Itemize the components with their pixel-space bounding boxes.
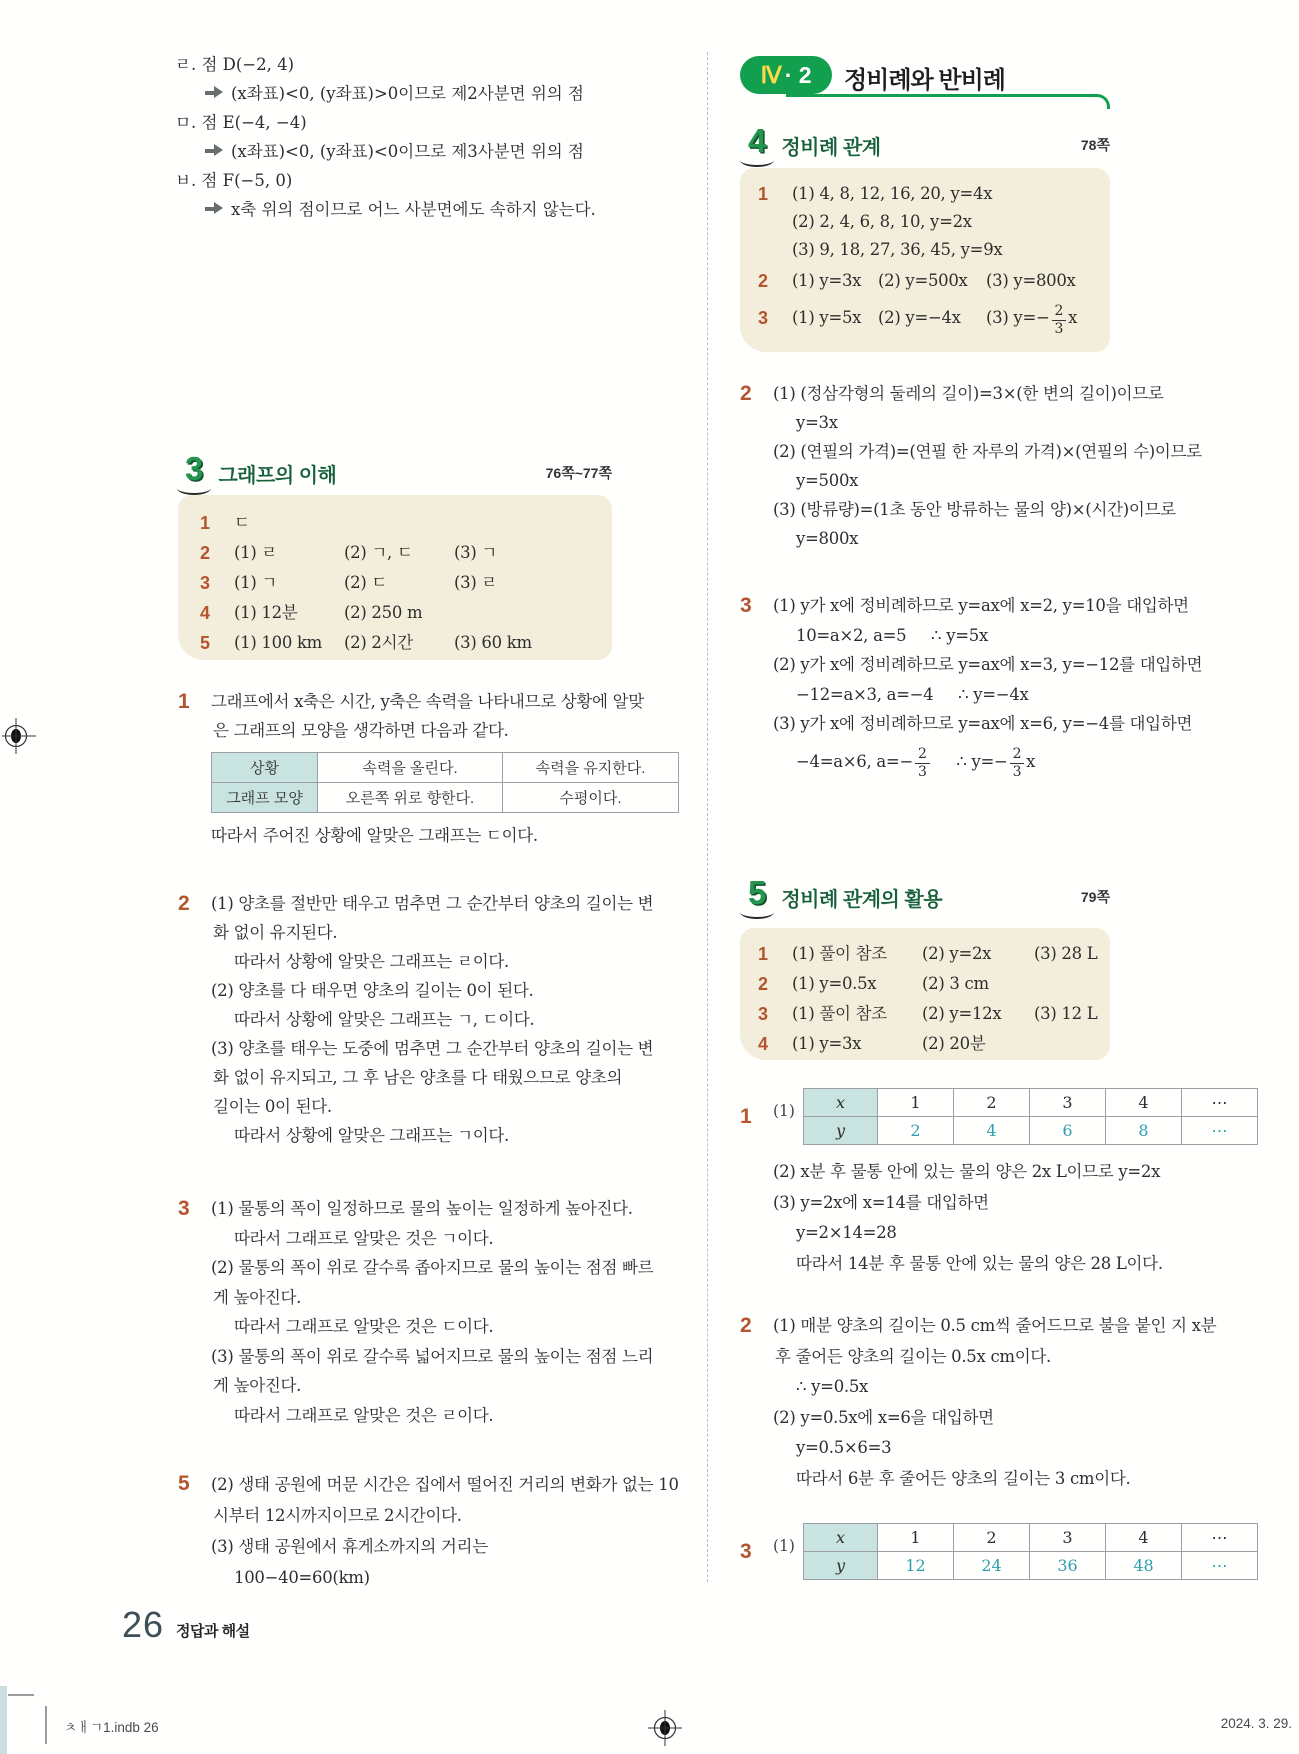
answer-box-proportion [740, 168, 1110, 352]
explanation-5-left [178, 1469, 679, 1593]
answer-number: 4 [758, 1034, 769, 1054]
answer-row [200, 538, 612, 568]
answer-number: 3 [758, 1004, 769, 1024]
item-label: ㄹ. [175, 55, 197, 74]
table-cell: 3 [1030, 1524, 1106, 1552]
answer-row [200, 508, 612, 538]
equation-line: 10=a×2, a=5 ∴ y=5x [796, 625, 988, 645]
text-line: 100−40=60(km) [234, 1568, 370, 1587]
table-cell: ⋯ [1182, 1524, 1258, 1552]
answer-number: 5 [200, 633, 211, 653]
table-cell: 1 [878, 1089, 954, 1117]
answer-box-graph [178, 495, 612, 660]
answer-number: 1 [758, 944, 769, 964]
fraction-numerator: 2 [1054, 302, 1064, 319]
section-title: 그래프의 이해 [218, 465, 337, 487]
section-head-proportion [748, 124, 1110, 160]
text-line: (3) y=2x에 x=14를 대입하면 [773, 1192, 989, 1212]
explanation-number: 3 [178, 1197, 190, 1220]
table-cell: 1 [878, 1524, 954, 1552]
list-item-note [205, 195, 645, 224]
text-line: 은 그래프의 모양을 생각하면 다음과 같다. [213, 721, 509, 740]
fraction-denominator: 3 [915, 763, 930, 781]
text-line: 시부터 12시까지이므로 2시간이다. [213, 1506, 462, 1525]
list-item-note [205, 79, 645, 108]
answer-number: 2 [758, 271, 769, 291]
equation-segment: x [1026, 752, 1036, 771]
chapter-badge [740, 56, 832, 94]
fraction [1010, 746, 1025, 781]
answer-cell: (2) y=500x [878, 271, 968, 290]
list-item-head [175, 50, 645, 79]
table-header-cell: x [804, 1524, 878, 1552]
explanation-number: 3 [740, 594, 752, 617]
table-cell: 오른쪽 위로 향한다. [318, 783, 503, 813]
answer-cell: (2) y=12x [922, 1004, 1002, 1023]
fraction-numerator: 2 [918, 746, 927, 763]
explanation-number: 5 [178, 1472, 190, 1495]
equation-line: y=3x [796, 413, 838, 432]
text-line: (2) (연필의 가격)=(연필 한 자루의 가격)×(연필의 수)이므로 [773, 442, 1202, 461]
answer-cell: (2) 2, 4, 6, 8, 10, y=2x [792, 212, 972, 231]
text-line: 따라서 그래프로 알맞은 것은 ㄹ이다. [234, 1405, 494, 1425]
explanation-3-left [178, 1194, 654, 1430]
answer-cell: (2) 250 m [344, 603, 423, 622]
table-cell: 3 [1030, 1089, 1106, 1117]
text-line: (1) 양초를 절반만 태우고 멈추면 그 순간부터 양초의 길이는 변 [211, 894, 654, 913]
answer-cell: ㄷ [234, 513, 250, 532]
table-cell: ⋯ [1182, 1117, 1258, 1145]
answer-cell: (1) 4, 8, 12, 16, 20, y=4x [792, 184, 993, 203]
text-line: (1) (정삼각형의 둘레의 길이)=3×(한 변의 길이)이므로 [773, 384, 1164, 403]
column-divider [707, 52, 708, 1582]
answer-cell: (1) y=0.5x [792, 974, 877, 993]
equation-segment: (3) y=− [986, 308, 1050, 327]
chapter-number: · 2 [784, 61, 812, 88]
text-line: (2) 양초를 다 태우면 양초의 길이는 0이 된다. [211, 981, 534, 1000]
table-header-cell: y [804, 1552, 878, 1580]
page-number: 26 [122, 1604, 165, 1645]
table-cell: 2 [878, 1117, 954, 1145]
right-arrow-icon [205, 86, 224, 99]
answer-row [758, 180, 1110, 264]
answer-cell: (1) ㄱ [234, 573, 278, 592]
answer-number: 3 [200, 573, 211, 593]
situation-shape-table [211, 752, 679, 813]
table-cell: 속력을 유지한다. [503, 753, 679, 783]
section-number-icon: 4 [748, 122, 767, 159]
text-line: (3) 물통의 폭이 위로 갈수록 넓어지므로 물의 높이는 점점 느리 [211, 1346, 654, 1366]
table-cell: 2 [954, 1089, 1030, 1117]
section-number-icon: 5 [748, 874, 767, 911]
explanation-2b-right [740, 1311, 1217, 1494]
equation-segment: x [1068, 308, 1078, 327]
equation-line-fraction [796, 739, 1202, 785]
section-head-graph [185, 452, 612, 488]
table-cell: 48 [1106, 1552, 1182, 1580]
answer-cell: (2) ㄷ [344, 573, 388, 592]
explanation-1-right [740, 1088, 1258, 1279]
text-line: (2) 생태 공원에 머문 시간은 집에서 떨어진 거리의 변화가 없는 10 [211, 1475, 679, 1494]
text-line: 따라서 14분 후 물통 안에 있는 물의 양은 28 L이다. [796, 1253, 1163, 1273]
answer-cell: (2) y=−4x [878, 308, 961, 327]
item-tag: (1) [773, 1537, 795, 1555]
item-label: ㅁ. [175, 113, 197, 132]
answer-cell: (1) 100 km [234, 633, 322, 652]
point-quadrant-list [175, 50, 645, 224]
page-edge-mark [0, 1686, 7, 1754]
answer-cell: (1) 12분 [234, 603, 298, 622]
answer-number: 4 [200, 603, 211, 623]
equation-segment: ∴ y=− [931, 752, 1008, 771]
answer-cell: (1) 풀이 참조 [792, 1004, 887, 1023]
chapter-underline [786, 94, 1110, 109]
answer-row [200, 598, 612, 628]
answer-number: 3 [758, 308, 769, 328]
answer-box-application [740, 928, 1110, 1060]
list-item-head [175, 166, 645, 195]
fraction [1052, 303, 1067, 338]
equation-line: ∴ y=0.5x [796, 1377, 869, 1396]
answer-cell: (2) y=2x [922, 944, 992, 963]
table-cell: 8 [1106, 1117, 1182, 1145]
item-text: 점 D(−2, 4) [201, 55, 295, 74]
section-number-icon: 3 [185, 450, 204, 487]
equation-line: y=2×14=28 [796, 1223, 897, 1242]
table-cell: 2 [954, 1524, 1030, 1552]
right-arrow-icon [205, 202, 224, 215]
text-line: 그래프에서 x축은 시간, y축은 속력을 나타내므로 상황에 알맞 [211, 692, 644, 711]
text-line: (3) 생태 공원에서 휴게소까지의 거리는 [211, 1537, 488, 1556]
answer-cell: (1) y=3x [792, 1034, 862, 1053]
table-cell: 4 [954, 1117, 1030, 1145]
answer-row [200, 568, 612, 598]
answer-row [758, 1029, 1110, 1059]
answer-cell: (1) ㄹ [234, 543, 278, 562]
answer-multiline [792, 180, 1002, 264]
answer-cell: (3) y=800x [986, 271, 1076, 290]
text-line: 후 줄어든 양초의 길이는 0.5x cm이다. [775, 1346, 1051, 1366]
answer-row [758, 267, 1110, 295]
text-line: 화 없이 유지되고, 그 후 남은 양초를 다 태웠으므로 양초의 [213, 1068, 623, 1087]
explanation-number: 2 [740, 382, 752, 405]
explanation-3-right [740, 591, 1203, 785]
text-line: 따라서 6분 후 줄어든 양초의 길이는 3 cm이다. [796, 1468, 1131, 1488]
print-file-info: ㅊㅐㄱ1.indb 26 [64, 1720, 159, 1735]
answer-cell: (3) ㄹ [454, 573, 498, 592]
answer-number: 2 [200, 543, 211, 563]
answer-cell: (2) 20분 [922, 1034, 986, 1053]
table-cell: 12 [878, 1552, 954, 1580]
print-bar [45, 1706, 47, 1744]
note-text: x축 위의 점이므로 어느 사분면에도 속하지 않는다. [231, 200, 596, 219]
table-cell: 4 [1106, 1524, 1182, 1552]
note-text: (x좌표)<0, (y좌표)>0이므로 제2사분면 위의 점 [231, 84, 584, 103]
table-header-cell: y [804, 1117, 878, 1145]
text-line: 게 높아진다. [213, 1287, 302, 1307]
text-line: 길이는 0이 된다. [213, 1097, 332, 1116]
chapter-roman-numeral: Ⅳ [760, 61, 782, 88]
text-line: (1) 물통의 폭이 일정하므로 물의 높이는 일정하게 높아진다. [211, 1199, 633, 1218]
text-line: (3) y가 x에 정비례하므로 y=ax에 x=6, y=−4를 대입하면 [773, 714, 1193, 733]
answer-row [758, 939, 1110, 969]
fraction [915, 746, 930, 781]
section-title: 정비례 관계의 활용 [781, 889, 943, 911]
section-head-application [748, 876, 1110, 912]
section-page-ref: 76쪽~77쪽 [545, 465, 612, 481]
explanation-1-left [178, 687, 679, 850]
list-item-head [175, 108, 645, 137]
print-date: 2024. 3. 29. [1220, 1716, 1292, 1731]
table-cell: 속력을 올린다. [318, 753, 503, 783]
text-line: (2) y=0.5x에 x=6을 대입하면 [773, 1407, 994, 1427]
answer-cell: (3) ㄱ [454, 543, 498, 562]
equation-line: y=500x [796, 471, 859, 490]
answer-cell: (2) ㄱ, ㄷ [344, 543, 413, 562]
answer-row [758, 969, 1110, 999]
text-line: (1) 매분 양초의 길이는 0.5 cm씩 줄어드므로 불을 붙인 지 x분 [773, 1316, 1217, 1335]
text-line: (3) (방류량)=(1초 동안 방류하는 물의 양)×(시간)이므로 [773, 500, 1176, 519]
equation-line: −12=a×3, a=−4 ∴ y=−4x [796, 684, 1029, 704]
item-tag: (1) [773, 1102, 795, 1120]
text-line: (2) x분 후 물통 안에 있는 물의 양은 2x L이므로 y=2x [773, 1162, 1161, 1181]
section-title: 정비례 관계 [781, 137, 881, 159]
answer-row [200, 628, 612, 658]
text-line: 따라서 그래프로 알맞은 것은 ㄱ이다. [234, 1228, 494, 1248]
answer-row [758, 999, 1110, 1029]
explanation-2-right [740, 379, 1202, 553]
explanation-3b-right [740, 1523, 1258, 1580]
explanation-number: 2 [178, 892, 190, 915]
answer-cell-fraction [986, 295, 1077, 341]
answer-cell: (2) 3 cm [922, 974, 989, 993]
explanation-number: 2 [740, 1314, 752, 1337]
text-line: 게 높아진다. [213, 1376, 302, 1395]
chapter-header [740, 56, 1112, 116]
table-header-cell: x [804, 1089, 878, 1117]
list-item-note [205, 137, 645, 166]
table-header-cell: 상황 [212, 753, 318, 783]
fraction-denominator: 3 [1010, 763, 1025, 781]
registration-mark-icon [648, 1710, 682, 1746]
table-cell: ⋯ [1182, 1552, 1258, 1580]
fraction-numerator: 2 [1012, 746, 1022, 763]
chapter-title: 정비례와 반비례 [844, 67, 1005, 94]
item-text: 점 E(−4, −4) [201, 113, 307, 132]
table-header-cell: 그래프 모양 [212, 783, 318, 813]
text-line: (2) y가 x에 정비례하므로 y=ax에 x=3, y=−12를 대입하면 [773, 655, 1203, 674]
section-page-ref: 78쪽 [1080, 137, 1110, 153]
crop-tick [8, 1694, 34, 1696]
table-cell: 24 [954, 1552, 1030, 1580]
table-cell: 36 [1030, 1552, 1106, 1580]
equation-line: y=800x [796, 529, 859, 548]
text-line: 따라서 그래프로 알맞은 것은 ㄷ이다. [234, 1317, 494, 1336]
xy-value-table [803, 1523, 1258, 1580]
text-line: (2) 물통의 폭이 위로 갈수록 좁아지므로 물의 높이는 점점 빠르 [211, 1258, 654, 1277]
answer-cell: (3) 28 L [1034, 944, 1098, 963]
answer-cell: (3) 9, 18, 27, 36, 45, y=9x [792, 240, 1003, 259]
explanation-number: 1 [178, 690, 190, 713]
table-cell: 4 [1106, 1089, 1182, 1117]
answer-number: 1 [758, 184, 769, 204]
text-line: 따라서 상황에 알맞은 그래프는 ㄱ이다. [234, 1126, 509, 1145]
xy-value-table [803, 1088, 1258, 1145]
equation-segment: −4=a×6, a=− [796, 752, 913, 771]
answer-cell: (1) y=5x [792, 308, 862, 327]
right-arrow-icon [205, 144, 224, 157]
answer-cell: (1) y=3x [792, 271, 862, 290]
equation-line: y=0.5×6=3 [796, 1438, 892, 1457]
text-line: 화 없이 유지된다. [213, 923, 338, 942]
page-footer-label: 정답과 해설 [176, 1623, 250, 1640]
answer-cell: (2) 2시간 [344, 633, 413, 652]
fraction-denominator: 3 [1052, 320, 1067, 338]
answer-cell: (3) 12 L [1034, 1004, 1098, 1023]
table-cell: 6 [1030, 1117, 1106, 1145]
note-text: (x좌표)<0, (y좌표)<0이므로 제3사분면 위의 점 [231, 142, 584, 161]
explanation-2-left [178, 889, 654, 1150]
text-line: (3) 양초를 태우는 도중에 멈추면 그 순간부터 양초의 길이는 변 [211, 1039, 654, 1058]
item-text: 점 F(−5, 0) [201, 171, 293, 190]
answer-number: 2 [758, 974, 769, 994]
text-line: (1) y가 x에 정비례하므로 y=ax에 x=2, y=10을 대입하면 [773, 596, 1189, 615]
text-line: 따라서 주어진 상황에 알맞은 그래프는 ㄷ이다. [211, 826, 538, 845]
explanation-lines [773, 1157, 1258, 1279]
answer-cell: (1) 풀이 참조 [792, 944, 887, 963]
table-cell: ⋯ [1182, 1089, 1258, 1117]
explanation-number: 1 [740, 1105, 752, 1128]
section-page-ref: 79쪽 [1080, 889, 1110, 905]
text-line: 따라서 상황에 알맞은 그래프는 ㄱ, ㄷ이다. [234, 1010, 535, 1029]
answer-row [758, 295, 1110, 341]
text-line: 따라서 상황에 알맞은 그래프는 ㄹ이다. [234, 952, 509, 971]
item-label: ㅂ. [175, 171, 197, 190]
registration-mark-icon [2, 718, 36, 754]
answer-number: 1 [200, 513, 211, 533]
answer-cell: (3) 60 km [454, 633, 532, 652]
explanation-number: 3 [740, 1540, 752, 1563]
table-cell: 수평이다. [503, 783, 679, 813]
